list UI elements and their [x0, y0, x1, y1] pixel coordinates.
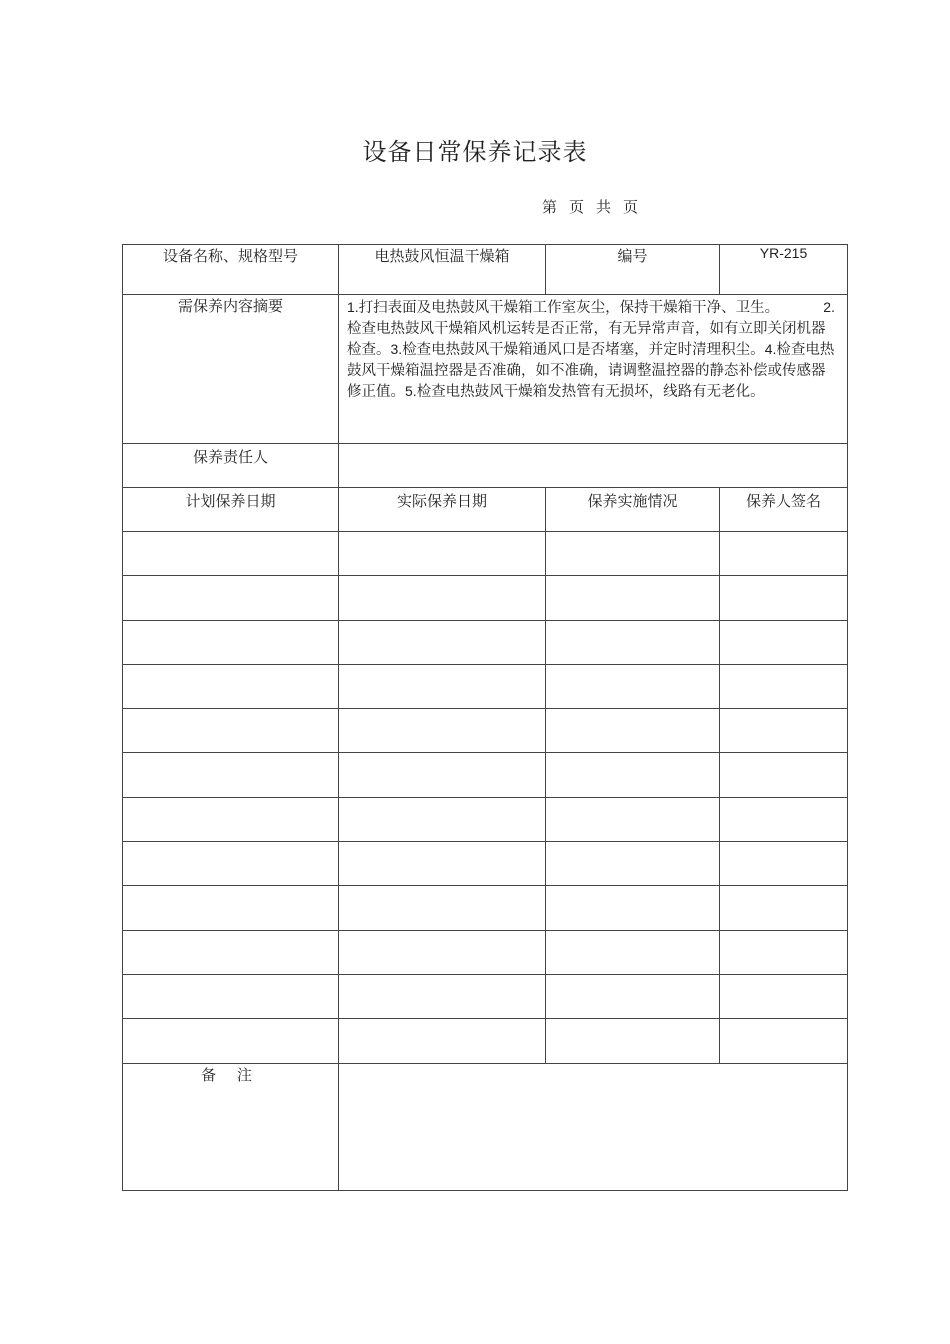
column-planned-date: 计划保养日期 [123, 488, 339, 532]
table-row [123, 709, 848, 753]
actual-date-cell[interactable] [339, 974, 546, 1018]
planned-date-cell[interactable] [123, 842, 339, 886]
remarks-label: 备 注 [123, 1063, 339, 1190]
status-cell[interactable] [546, 709, 720, 753]
responsible-row [123, 444, 848, 488]
summary-item-text: 检查电热鼓风干燥箱风机运转是否正常，有无异常声音，如有立即关闭机器检查。 [347, 320, 826, 358]
column-status: 保养实施情况 [546, 488, 720, 532]
code-label: 编号 [546, 245, 720, 295]
page-label: 第 [542, 198, 558, 216]
responsible-value[interactable] [339, 444, 848, 488]
actual-date-cell[interactable] [339, 886, 546, 930]
table-row [123, 886, 848, 930]
table-row [123, 664, 848, 708]
table-row [123, 797, 848, 841]
signature-cell[interactable] [720, 753, 848, 797]
summary-item-number: 1. [347, 299, 359, 315]
actual-date-cell[interactable] [339, 1019, 546, 1063]
signature-cell[interactable] [720, 797, 848, 841]
signature-cell[interactable] [720, 842, 848, 886]
signature-cell[interactable] [720, 974, 848, 1018]
summary-label: 需保养内容摘要 [123, 295, 339, 444]
summary-cell[interactable] [339, 295, 848, 444]
planned-date-cell[interactable] [123, 1019, 339, 1063]
total-label: 共 [596, 198, 612, 216]
document-title: 设备日常保养记录表 [362, 138, 588, 166]
status-cell[interactable] [546, 1019, 720, 1063]
summary-item-text: 检查电热鼓风干燥箱通风口是否堵塞，并定时清理积尘。 [402, 342, 765, 358]
table-row [123, 842, 848, 886]
table-row [123, 974, 848, 1018]
actual-date-cell[interactable] [339, 842, 546, 886]
planned-date-cell[interactable] [123, 620, 339, 664]
table-row [123, 930, 848, 974]
summary-item-text: 检查电热鼓风干燥箱发热管有无损坏，线路有无老化。 [416, 384, 765, 400]
actual-date-cell[interactable] [339, 664, 546, 708]
planned-date-cell[interactable] [123, 576, 339, 620]
summary-text [339, 295, 847, 403]
planned-date-cell[interactable] [123, 753, 339, 797]
table-row [123, 753, 848, 797]
status-cell[interactable] [546, 620, 720, 664]
column-header-row [123, 488, 848, 532]
signature-cell[interactable] [720, 930, 848, 974]
record-rows [123, 532, 848, 1064]
status-cell[interactable] [546, 842, 720, 886]
equipment-value[interactable]: 电热鼓风恒温干燥箱 [339, 245, 546, 295]
actual-date-cell[interactable] [339, 753, 546, 797]
remarks-value[interactable] [339, 1063, 848, 1190]
table-row [123, 1019, 848, 1063]
planned-date-cell[interactable] [123, 664, 339, 708]
remarks-row [123, 1063, 848, 1190]
table-row [123, 576, 848, 620]
planned-date-cell[interactable] [123, 797, 339, 841]
column-actual-date: 实际保养日期 [339, 488, 546, 532]
page-unit: 页 [569, 198, 585, 216]
status-cell[interactable] [546, 930, 720, 974]
status-cell[interactable] [546, 576, 720, 620]
summary-item-number: 4. [764, 341, 777, 357]
summary-item-text: 打扫表面及电热鼓风干燥箱工作室灰尘，保持干燥箱干净、卫生。 [358, 300, 780, 316]
summary-item-number: 3. [390, 341, 403, 357]
summary-item-number: 5. [405, 383, 417, 399]
maintenance-form [122, 244, 848, 1191]
table-row [123, 620, 848, 664]
actual-date-cell[interactable] [339, 576, 546, 620]
total-unit: 页 [623, 198, 639, 216]
actual-date-cell[interactable] [339, 532, 546, 576]
actual-date-cell[interactable] [339, 709, 546, 753]
summary-row [123, 295, 848, 444]
actual-date-cell[interactable] [339, 797, 546, 841]
signature-cell[interactable] [720, 664, 848, 708]
table-row [123, 532, 848, 576]
equipment-label: 设备名称、规格型号 [123, 245, 339, 295]
status-cell[interactable] [546, 664, 720, 708]
status-cell[interactable] [546, 753, 720, 797]
signature-cell[interactable] [720, 620, 848, 664]
signature-cell[interactable] [720, 576, 848, 620]
column-signature: 保养人签名 [720, 488, 848, 532]
planned-date-cell[interactable] [123, 974, 339, 1018]
signature-cell[interactable] [720, 886, 848, 930]
planned-date-cell[interactable] [123, 930, 339, 974]
page-indicator [542, 196, 650, 217]
code-value[interactable]: YR-215 [720, 245, 848, 295]
actual-date-cell[interactable] [339, 620, 546, 664]
planned-date-cell[interactable] [123, 886, 339, 930]
status-cell[interactable] [546, 532, 720, 576]
status-cell[interactable] [546, 974, 720, 1018]
status-cell[interactable] [546, 797, 720, 841]
summary-item-text: 检查电热鼓风干燥箱温控器是否准确，如不准确，请调整温控器的静态补偿或传感器修正值。 [347, 342, 835, 400]
signature-cell[interactable] [720, 709, 848, 753]
status-cell[interactable] [546, 886, 720, 930]
actual-date-cell[interactable] [339, 930, 546, 974]
signature-cell[interactable] [720, 1019, 848, 1063]
responsible-label: 保养责任人 [123, 444, 339, 488]
summary-item-number: 2. [823, 299, 835, 315]
equipment-row [123, 245, 848, 295]
planned-date-cell[interactable] [123, 709, 339, 753]
planned-date-cell[interactable] [123, 532, 339, 576]
signature-cell[interactable] [720, 532, 848, 576]
